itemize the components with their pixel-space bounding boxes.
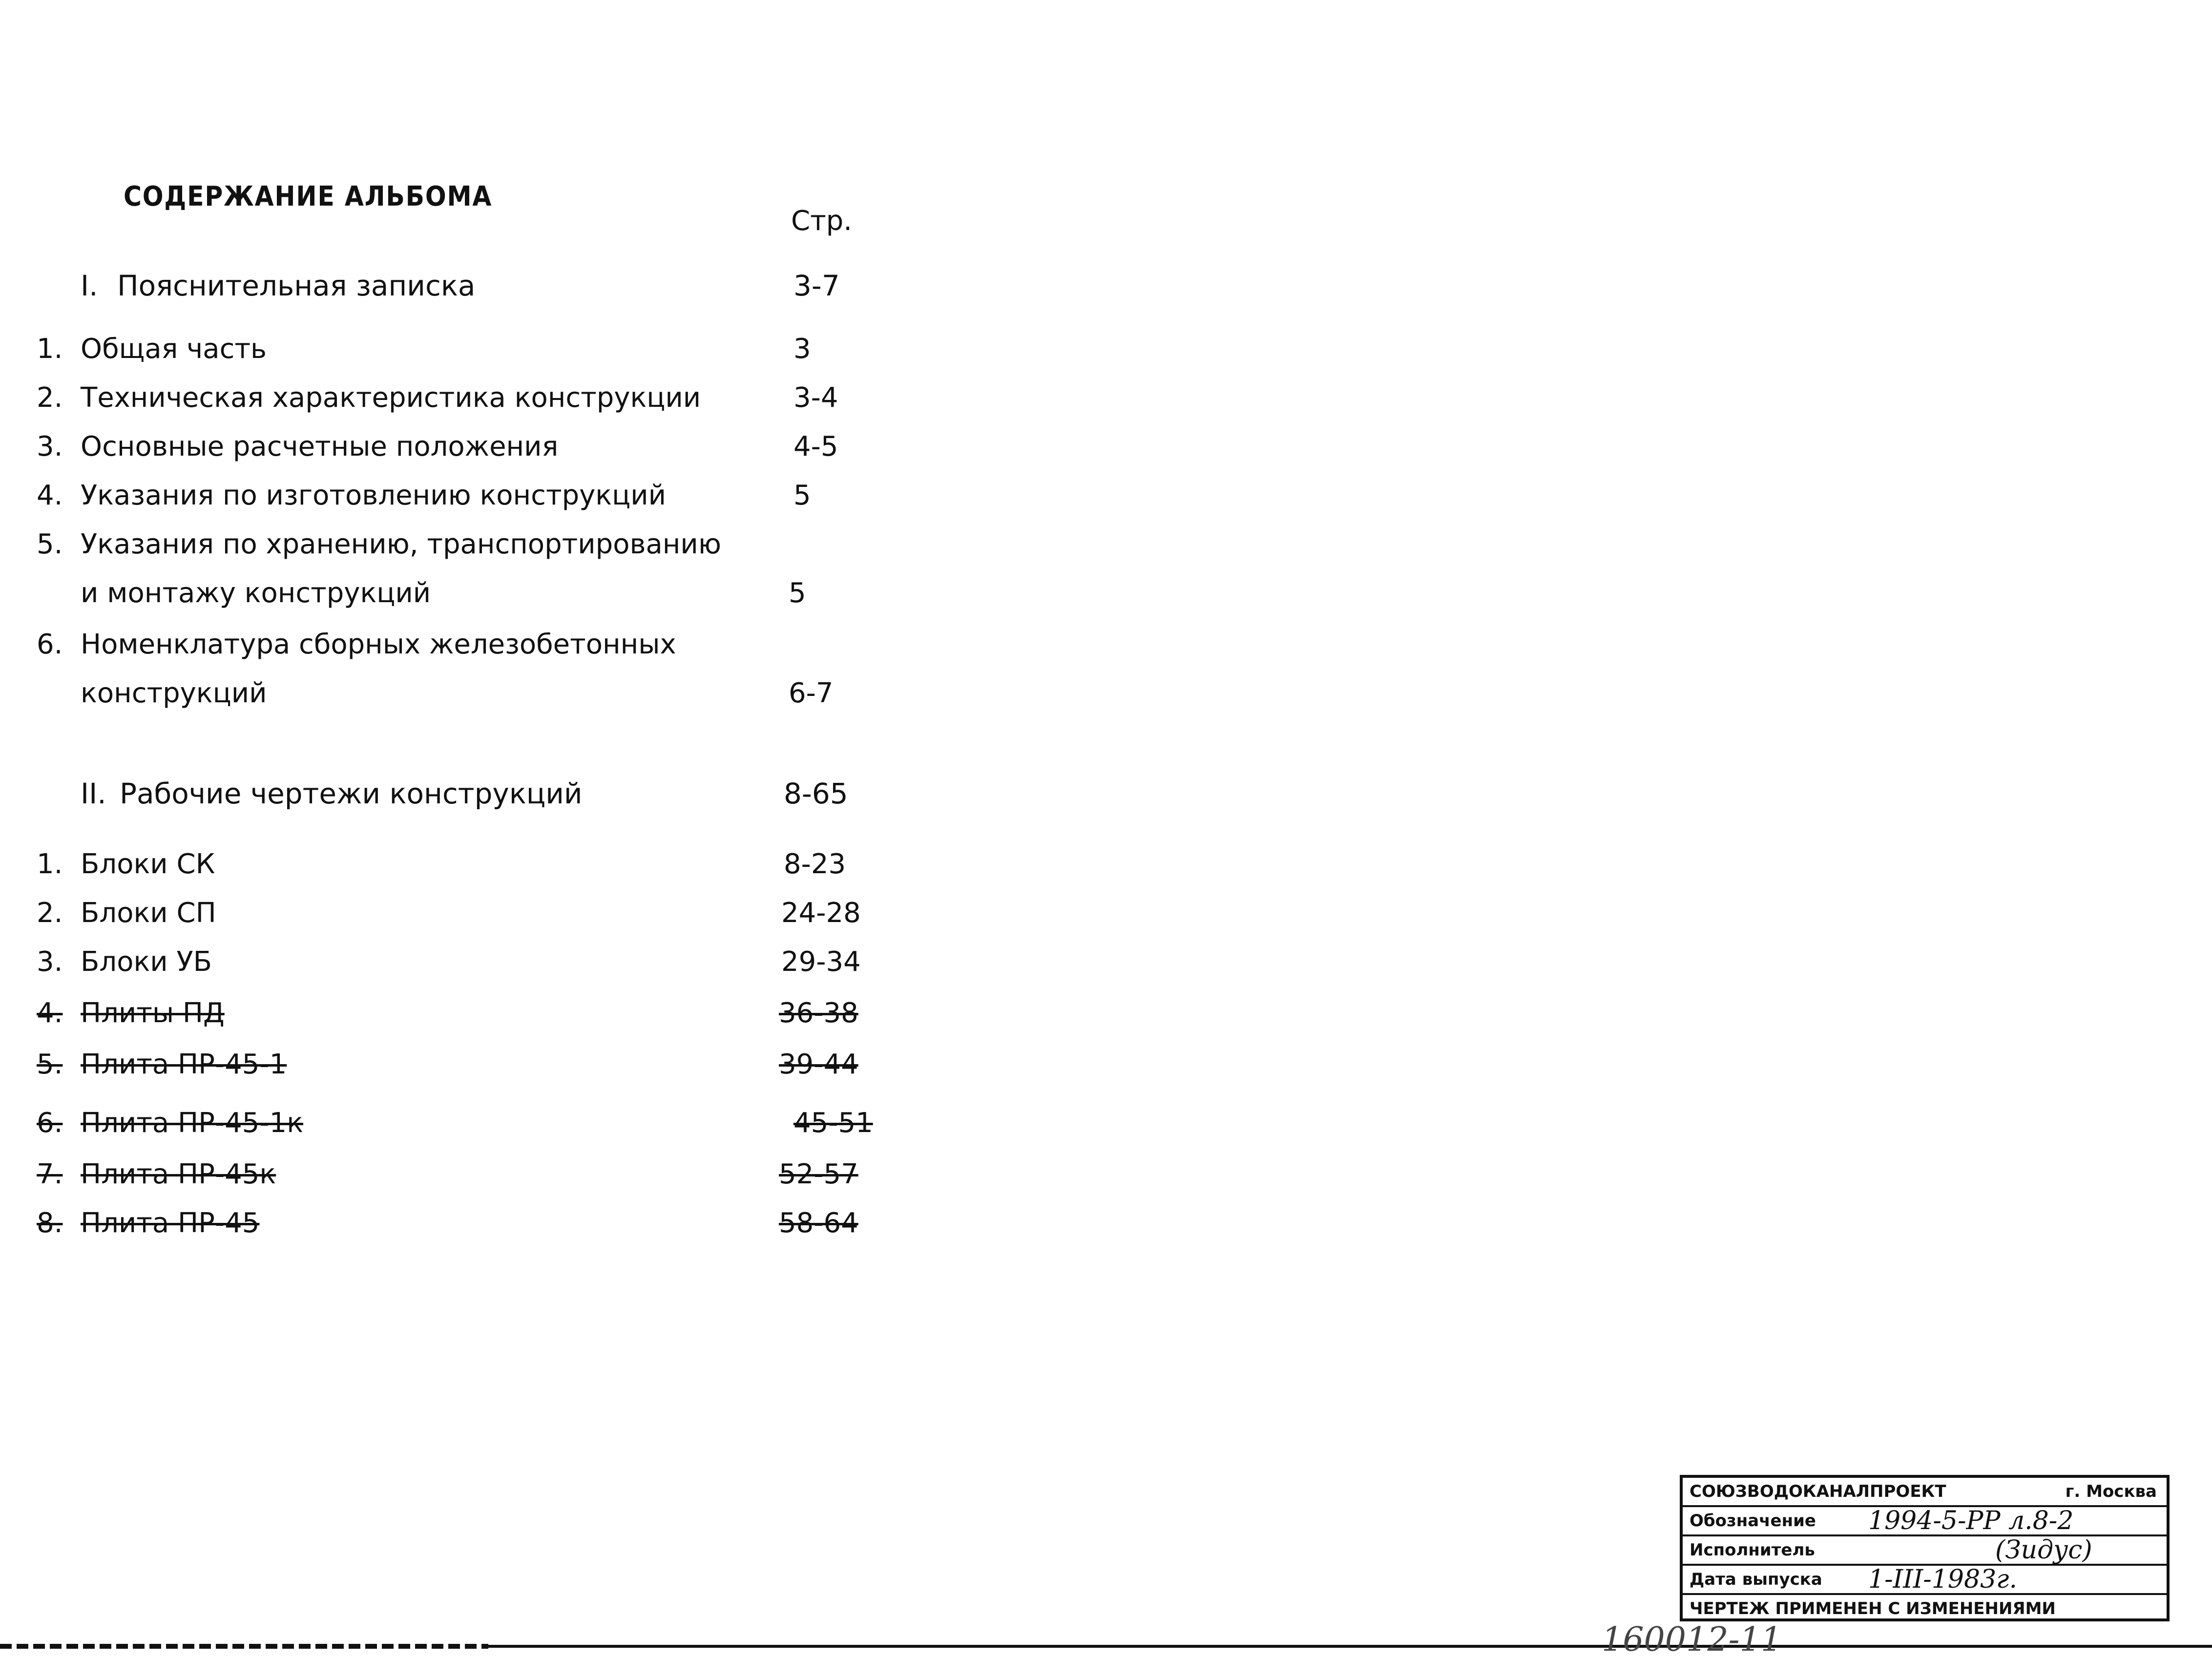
toc-item-struck — [0, 1104, 879, 1143]
toc-number: 1. — [37, 848, 63, 880]
toc-pages: 5 — [793, 480, 811, 511]
toc-item-continuation — [0, 674, 879, 713]
toc-text: Плиты ПД — [81, 997, 225, 1029]
toc-text: Блоки СП — [81, 897, 216, 929]
stamp-org: СОЮЗВОДОКАНАЛПРОЕКТ — [1690, 1482, 1946, 1501]
toc-number: 6. — [37, 629, 63, 660]
stamp-city: г. Москва — [2065, 1482, 2157, 1501]
title-block-stamp — [1680, 1475, 2170, 1621]
toc-text: Пояснительная записка — [117, 269, 476, 302]
toc-number: 5. — [37, 1049, 63, 1080]
toc-item — [0, 625, 879, 664]
toc-pages: 24-28 — [781, 897, 861, 929]
stamp-executor-value: (Зидус) — [1995, 1535, 2092, 1565]
toc-item — [0, 378, 879, 418]
stamp-designation-row — [1683, 1507, 2167, 1536]
toc-pages: 3 — [793, 333, 811, 365]
toc-item-struck — [0, 1204, 879, 1243]
album-contents-title: СОДЕРЖАНИЕ АЛЬБОМА — [124, 181, 493, 212]
stamp-date-label: Дата выпуска — [1690, 1570, 1822, 1589]
bottom-dashed-border — [0, 1644, 488, 1649]
toc-text: Блоки УБ — [81, 946, 212, 978]
toc-pages: 39-44 — [779, 1049, 858, 1080]
stamp-org-row — [1683, 1478, 2167, 1507]
toc-pages: 58-64 — [779, 1207, 858, 1239]
toc-pages: 5 — [789, 577, 806, 609]
toc-text: и монтажу конструкций — [81, 577, 431, 609]
toc-pages: 4-5 — [793, 431, 838, 462]
toc-number: 7. — [37, 1158, 63, 1190]
toc-number: 6. — [37, 1107, 63, 1139]
stamp-executor-label: Исполнитель — [1690, 1540, 1815, 1560]
stamp-executor-row — [1683, 1536, 2167, 1566]
toc-item — [0, 845, 879, 884]
toc-item — [0, 525, 879, 564]
stamp-note: ЧЕРТЕЖ ПРИМЕНЕН С ИЗМЕНЕНИЯМИ — [1690, 1599, 2056, 1618]
toc-section-2 — [0, 774, 879, 813]
toc-text: Плита ПР-45к — [81, 1158, 276, 1190]
toc-pages: 8-65 — [784, 777, 848, 810]
toc-text: Блоки СК — [81, 848, 215, 880]
bottom-solid-border — [488, 1645, 2212, 1648]
stamp-note-row — [1683, 1595, 2167, 1624]
bottom-handwritten-number: 160012-11 — [1602, 1620, 1782, 1659]
toc-number: 3. — [37, 431, 63, 462]
toc-number: 2. — [37, 897, 63, 929]
toc-item-struck — [0, 994, 879, 1033]
toc-number: II. — [81, 777, 106, 810]
toc-pages: 52-57 — [779, 1158, 858, 1190]
toc-text: Общая часть — [81, 333, 267, 365]
toc-section-1 — [0, 266, 879, 305]
toc-text: Техническая характеристика конструкции — [81, 382, 701, 414]
toc-text: Номенклатура сборных железобетонных — [81, 629, 676, 660]
toc-text: Плита ПР-45-1 — [81, 1049, 287, 1080]
stamp-date-row — [1683, 1566, 2167, 1595]
toc-item — [0, 330, 879, 369]
toc-item-continuation — [0, 574, 879, 613]
toc-text: Указания по изготовлению конструкций — [81, 480, 666, 511]
toc-pages: 29-34 — [781, 946, 861, 978]
toc-number: 8. — [37, 1207, 63, 1239]
toc-number: 3. — [37, 946, 63, 978]
toc-number: 2. — [37, 382, 63, 414]
toc-text: конструкций — [81, 677, 267, 709]
toc-text: Плита ПР-45 — [81, 1207, 260, 1239]
toc-number: 5. — [37, 528, 63, 560]
toc-item — [0, 476, 879, 515]
toc-item-struck — [0, 1155, 879, 1194]
toc-number: 4. — [37, 997, 63, 1029]
toc-pages: 45-51 — [793, 1107, 873, 1139]
toc-text: Рабочие чертежи конструкций — [120, 777, 583, 810]
toc-number: I. — [81, 269, 98, 302]
stamp-designation-label: Обозначение — [1690, 1511, 1816, 1531]
page-column-header: Стр. — [791, 205, 853, 237]
toc-item — [0, 427, 879, 466]
toc-pages: 6-7 — [789, 677, 834, 709]
toc-text: Основные расчетные положения — [81, 431, 559, 462]
stamp-designation-value: 1994-5-РР л.8-2 — [1868, 1506, 2074, 1535]
toc-pages: 36-38 — [779, 997, 858, 1029]
toc-item — [0, 943, 879, 982]
stamp-date-value: 1-III-1983г. — [1868, 1565, 2017, 1594]
toc-item-struck — [0, 1045, 879, 1084]
toc-number: 1. — [37, 333, 63, 365]
toc-number: 4. — [37, 480, 63, 511]
toc-pages: 8-23 — [784, 848, 846, 880]
toc-item — [0, 894, 879, 933]
toc-pages: 3-4 — [793, 382, 838, 414]
toc-pages: 3-7 — [793, 269, 840, 302]
toc-text: Указания по хранению, транспортированию — [81, 528, 721, 560]
toc-text: Плита ПР-45-1к — [81, 1107, 304, 1139]
